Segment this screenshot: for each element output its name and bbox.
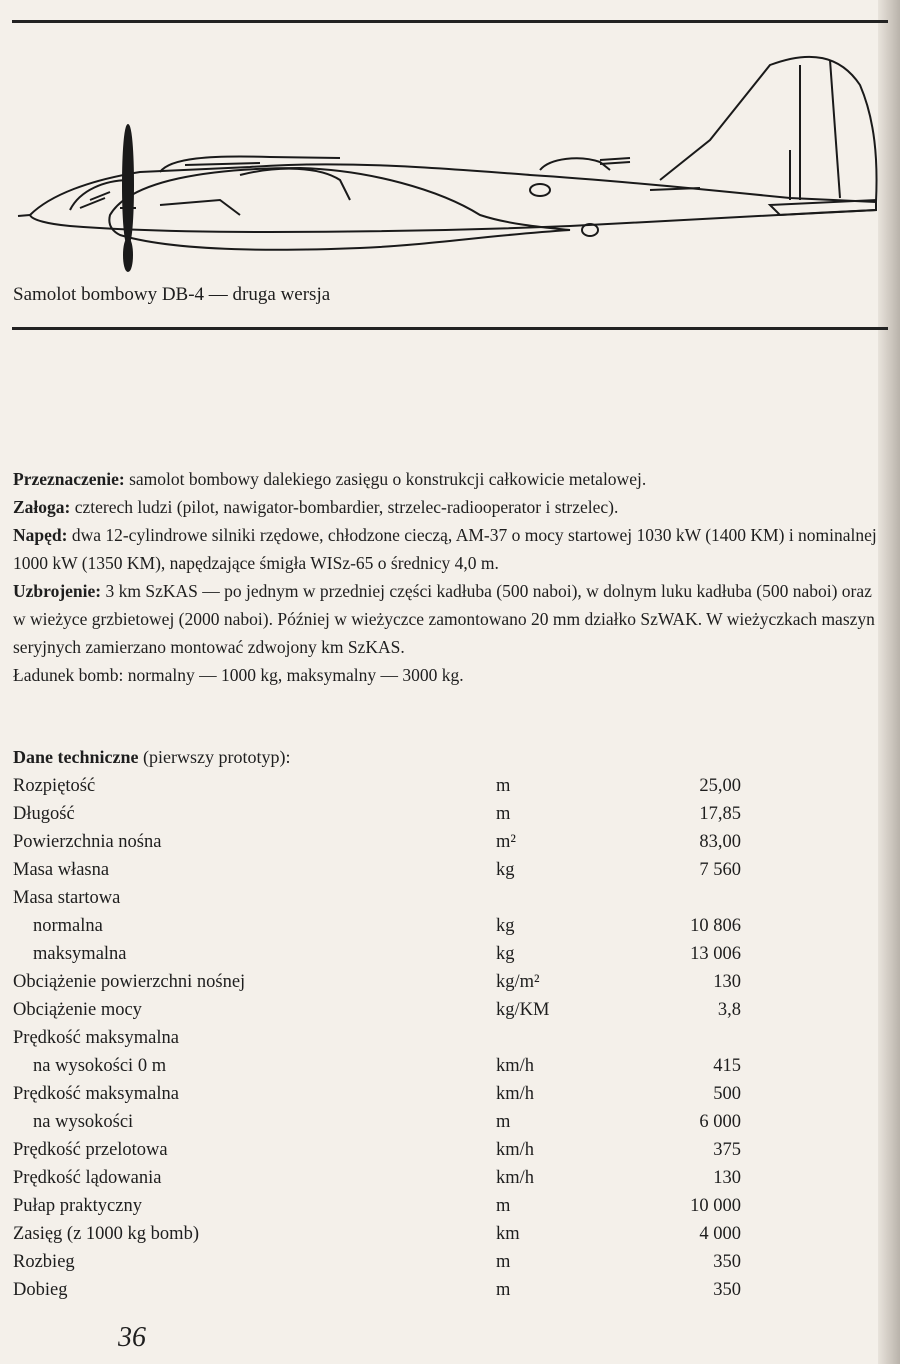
- top-rule: [12, 20, 888, 23]
- spec-value: 7 560: [699, 860, 741, 880]
- desc-armament: Uzbrojenie: 3 km SzKAS — po jednym w przedniej części kadłuba (500 naboi), w dolnym luku kadłuba (500 naboi) oraz w wieżyce grzbietowej (2000 naboi). Później w wieżyczce zamontowano 20 mm działko SzWAK. W wieżyczkach maszyn seryjnych zamierzano montować zdwojony km SzKAS.: [13, 581, 875, 657]
- spec-label: Rozpiętość: [13, 776, 96, 796]
- spec-value: 10 806: [690, 916, 741, 936]
- spec-label: Prędkość lądowania: [13, 1168, 162, 1188]
- spec-row: [13, 1108, 773, 1136]
- spec-unit: m: [496, 1252, 511, 1272]
- spec-row: [13, 1164, 773, 1192]
- spec-row: [13, 884, 773, 912]
- spec-unit: km: [496, 1224, 520, 1244]
- spec-label: Obciążenie mocy: [13, 1000, 142, 1020]
- spec-value: 25,00: [699, 776, 741, 796]
- spec-unit: m: [496, 1112, 511, 1132]
- spec-label: Długość: [13, 804, 75, 824]
- desc-crew: Załoga: czterech ludzi (pilot, nawigator-bombardier, strzelec-radiooperator i strzelec).: [13, 497, 619, 517]
- spec-label: Masa startowa: [13, 888, 121, 908]
- spec-label: Pułap praktyczny: [13, 1196, 142, 1216]
- spec-label: maksymalna: [33, 944, 127, 964]
- spec-label: na wysokości 0 m: [33, 1056, 167, 1076]
- specs-heading: Dane techniczne (pierwszy prototyp):: [13, 747, 291, 767]
- spec-value: 83,00: [699, 832, 741, 852]
- spec-value: 3,8: [717, 1000, 741, 1020]
- description-block: [13, 465, 883, 689]
- spec-row: [13, 968, 773, 996]
- spec-label: Prędkość przelotowa: [13, 1140, 168, 1160]
- spec-row: [13, 1024, 773, 1052]
- spec-value: 375: [713, 1140, 741, 1160]
- spec-value: 6 000: [699, 1112, 741, 1132]
- spec-unit: m: [496, 1196, 511, 1216]
- spec-unit: km/h: [496, 1084, 535, 1104]
- spec-unit: kg/m²: [496, 972, 540, 992]
- spec-row: [13, 940, 773, 968]
- aircraft-drawing: [10, 40, 886, 275]
- spec-value: 130: [713, 972, 741, 992]
- spec-unit: m²: [496, 832, 516, 852]
- spec-value: 500: [713, 1084, 741, 1104]
- spec-unit: kg: [496, 944, 515, 964]
- spec-row: [13, 856, 773, 884]
- spec-value: 13 006: [690, 944, 741, 964]
- spec-value: 4 000: [699, 1224, 741, 1244]
- spec-unit: kg: [496, 916, 515, 936]
- spec-label: Prędkość maksymalna: [13, 1084, 179, 1104]
- spec-label: Prędkość maksymalna: [13, 1028, 179, 1048]
- spec-value: 10 000: [690, 1196, 741, 1216]
- spec-value: 350: [713, 1252, 741, 1272]
- spec-row: [13, 996, 773, 1024]
- spec-row: [13, 1276, 773, 1304]
- figure-caption: Samolot bombowy DB-4 — druga wersja: [13, 284, 331, 305]
- spec-unit: km/h: [496, 1140, 535, 1160]
- spec-value: 415: [713, 1056, 741, 1076]
- spec-row: [13, 800, 773, 828]
- spec-row: [13, 1136, 773, 1164]
- desc-propulsion: Napęd: dwa 12-cylindrowe silniki rzędowe, chłodzone cieczą, AM-37 o mocy startowej 1030 kW (1400 KM) i nominalnej 1000 kW (1350 KM), napędzające śmigła WISz-65 o średnicy 4,0 m.: [13, 525, 877, 573]
- spec-unit: kg: [496, 860, 515, 880]
- spec-label: normalna: [33, 916, 103, 936]
- spec-label: Dobieg: [13, 1280, 68, 1300]
- spec-label: Rozbieg: [13, 1252, 75, 1272]
- spec-label: Powierzchnia nośna: [13, 832, 162, 852]
- spec-row: [13, 828, 773, 856]
- spec-row: [13, 772, 773, 800]
- spec-row: [13, 1192, 773, 1220]
- spec-label: na wysokości: [33, 1112, 134, 1132]
- spec-value: 350: [713, 1280, 741, 1300]
- caption-rule: [12, 327, 888, 330]
- spec-unit: m: [496, 1280, 511, 1300]
- desc-purpose: Przeznaczenie: samolot bombowy dalekiego zasięgu o konstrukcji całkowicie metalowej.: [13, 469, 647, 489]
- spec-label: Masa własna: [13, 860, 110, 880]
- spec-row: [13, 1220, 773, 1248]
- spec-unit: kg/KM: [496, 1000, 550, 1020]
- spec-value: 130: [713, 1168, 741, 1188]
- desc-bomb-load: Ładunek bomb: normalny — 1000 kg, maksymalny — 3000 kg.: [13, 665, 464, 685]
- spec-unit: km/h: [496, 1168, 535, 1188]
- spec-row: [13, 1052, 773, 1080]
- spec-row: [13, 1080, 773, 1108]
- page-number: 36: [118, 1322, 146, 1353]
- spec-value: 17,85: [699, 804, 741, 824]
- spec-unit: m: [496, 776, 511, 796]
- spec-label: Obciążenie powierzchni nośnej: [13, 972, 246, 992]
- spec-row: [13, 912, 773, 940]
- spec-unit: km/h: [496, 1056, 535, 1076]
- spec-unit: m: [496, 804, 511, 824]
- spec-row: [13, 1248, 773, 1276]
- spec-label: Zasięg (z 1000 kg bomb): [13, 1224, 199, 1244]
- specs-table: [13, 772, 773, 1304]
